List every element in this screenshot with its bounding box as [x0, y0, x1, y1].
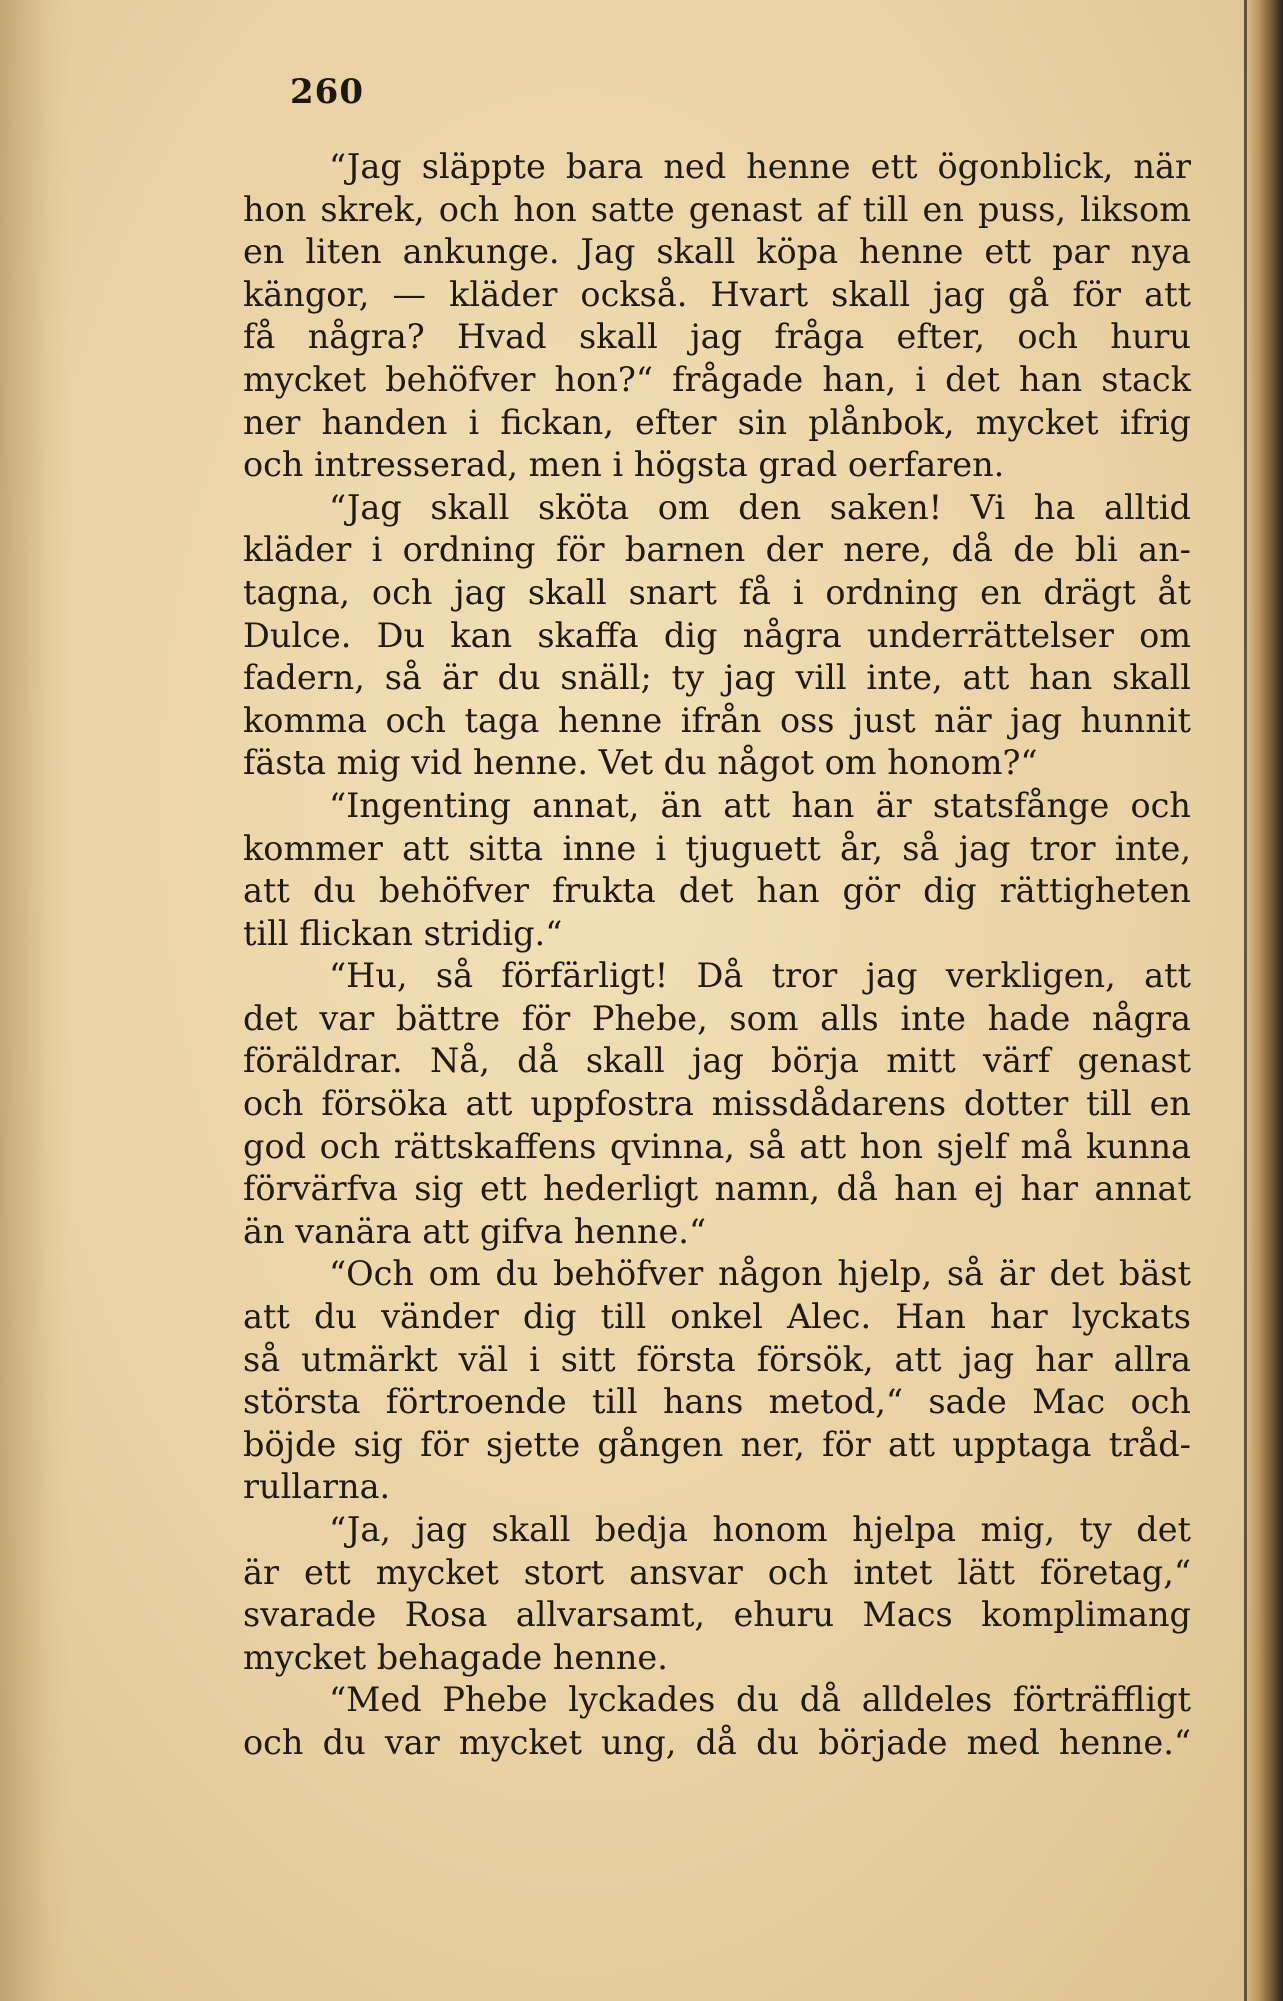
text-line: “Jag släppte bara ned henne ett ögonblick, när — [329, 147, 1191, 186]
page-number: 260 — [290, 72, 364, 112]
text-line: “Hu, så förfärligt! Då tror jag verkligen, att — [329, 956, 1191, 996]
text-line: böjde sig för sjette gången ner, för att upptaga tråd- — [243, 1424, 1191, 1464]
text-line: är ett mycket stort ansvar och intet lätt företag,“ — [243, 1552, 1191, 1592]
body-text — [243, 146, 1191, 1765]
text-line: fadern, så är du snäll; ty jag vill inte, att han skall — [243, 658, 1191, 698]
text-line: till flickan stridig.“ — [243, 913, 563, 953]
text-line: “Jag skall sköta om den saken! Vi ha alltid — [329, 487, 1191, 527]
text-line: största förtroende till hans metod,“ sade Mac och — [243, 1382, 1191, 1422]
text-line: “Med Phebe lyckades du då alldeles förträffligt — [329, 1680, 1191, 1720]
text-line: det var bättre för Phebe, som alls inte hade några — [243, 998, 1191, 1038]
text-line: få några? Hvad skall jag fråga efter, och huru — [243, 317, 1191, 357]
text-line: kängor, — kläder också. Hvart skall jag gå för att — [243, 274, 1191, 314]
text-line: så utmärkt väl i sitt första försök, att jag har allra — [243, 1339, 1191, 1379]
text-line: “Ingenting annat, än att han är statsfånge och — [329, 785, 1191, 825]
text-line: att du behöfver frukta det han gör dig rättigheten — [243, 871, 1191, 911]
text-line: och du var mycket ung, då du började med henne.“ — [243, 1722, 1191, 1762]
text-line: rullarna. — [243, 1467, 391, 1507]
text-line: kläder i ordning för barnen der nere, då de bli an- — [243, 530, 1191, 570]
text-line: mycket behagade henne. — [243, 1637, 668, 1677]
page-edge — [1243, 0, 1283, 2001]
text-line: föräldrar. Nå, då skall jag börja mitt värf genast — [243, 1041, 1191, 1081]
text-line: komma och taga henne ifrån oss just när jag hunnit — [243, 700, 1191, 740]
page-gutter-shadow — [0, 0, 70, 2001]
text-line: kommer att sitta inne i tjuguett år, så jag tror inte, — [243, 828, 1191, 868]
text-line: Dulce. Du kan skaffa dig några underrättelser om — [243, 615, 1191, 655]
text-line: än vanära att gifva henne.“ — [243, 1211, 707, 1251]
text-line: och intresserad, men i högsta grad oerfaren. — [243, 445, 1005, 485]
text-line: ner handen i fickan, efter sin plånbok, mycket ifrig — [243, 402, 1191, 442]
text-line: svarade Rosa allvarsamt, ehuru Macs komplimang — [243, 1595, 1191, 1635]
text-line: “Ja, jag skall bedja honom hjelpa mig, ty det — [329, 1510, 1191, 1549]
text-line: och försöka att uppfostra missdådarens dotter till en — [243, 1084, 1191, 1124]
text-line: hon skrek, och hon satte genast af till en puss, liksom — [243, 189, 1191, 229]
text-line: tagna, och jag skall snart få i ordning en drägt åt — [243, 572, 1191, 612]
text-line: god och rättskaffens qvinna, så att hon sjelf må kunna — [243, 1126, 1191, 1166]
text-line: en liten ankunge. Jag skall köpa henne ett par nya — [243, 232, 1191, 272]
text-line: fästa mig vid henne. Vet du något om honom?“ — [243, 743, 1038, 783]
text-line: mycket behöfver hon?“ frågade han, i det han stack — [243, 359, 1191, 399]
text-line: “Och om du behöfver någon hjelp, så är det bäst — [329, 1254, 1191, 1294]
text-line: förvärfva sig ett hederligt namn, då han ej har annat — [243, 1169, 1191, 1209]
text-line: att du vänder dig till onkel Alec. Han har lyckats — [243, 1297, 1191, 1337]
page-edge-line — [1244, 0, 1247, 2001]
